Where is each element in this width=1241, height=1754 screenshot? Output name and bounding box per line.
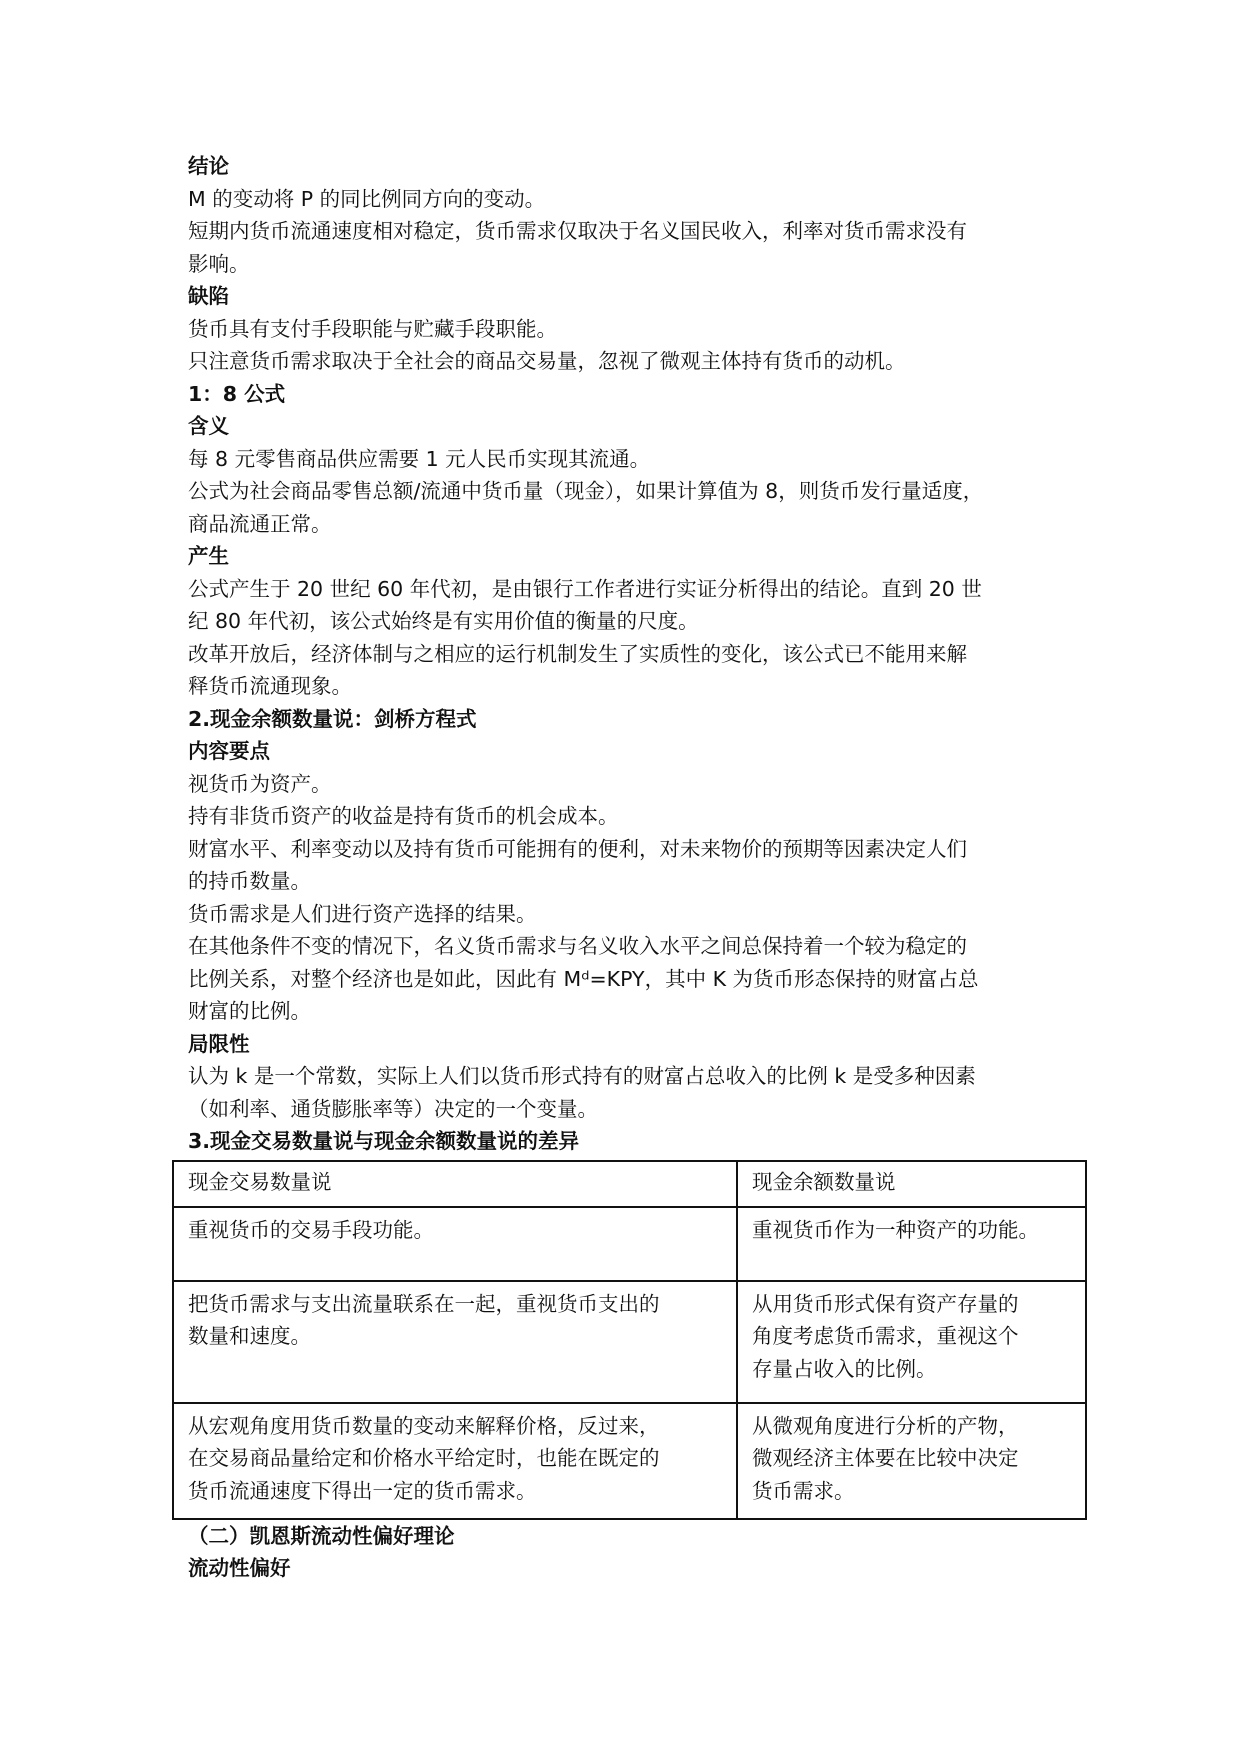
section-heading: 产生 [188,544,229,568]
section-heading: （二）凯恩斯流动性偏好理论 [188,1523,455,1548]
paragraph-line: 财富水平、利率变动以及持有货币可能拥有的便利，对未来物价的预期等因素决定人们 [188,836,967,861]
table-cell [173,1281,737,1403]
table-header-row [173,1161,1086,1207]
section-heading: 局限性 [188,1031,250,1056]
paragraph-line: 每 8 元零售商品供应需要 1 元人民币实现其流通。 [188,446,651,471]
cell-text-line: 从微观角度进行分析的产物， [752,1413,1019,1438]
paragraph-line: 货币需求是人们进行资产选择的结果。 [188,901,537,926]
paragraph-line: 公式为社会商品零售总额/流通中货币量（现金），如果计算值为 8，则货币发行量适度， [188,479,984,503]
cell-text-line: 从宏观角度用货币数量的变动来解释价格，反过来， [188,1413,660,1438]
paragraph-line: 的持币数量。 [188,869,311,893]
cell-text-line: 存量占收入的比例。 [752,1356,937,1381]
paragraph-line: 纪 80 年代初，该公式始终是有实用价值的衡量的尺度。 [188,609,699,633]
paragraph-line: 释货币流通现象。 [188,674,352,698]
section-heading: 内容要点 [188,739,270,763]
paragraph-line: 只注意货币需求取决于全社会的商品交易量，忽视了微观主体持有货币的动机。 [188,349,906,373]
paragraph-line: 视货币为资产。 [188,771,332,796]
paragraph-line: 认为 k 是一个常数，实际上人们以货币形式持有的财富占总收入的比例 k 是受多种因素 [188,1064,976,1088]
table-row [173,1281,1086,1403]
comparison-table [172,1160,1087,1520]
section-heading: 3.现金交易数量说与现金余额数量说的差异 [188,1129,580,1153]
table-cell [737,1207,1086,1281]
cell-text-line: 数量和速度。 [188,1324,311,1348]
section-heading: 结论 [188,154,229,178]
cell-text-line: 从用货币形式保有资产存量的 [752,1291,1019,1316]
paragraph-line: 公式产生于 20 世纪 60 年代初，是由银行工作者进行实证分析得出的结论。直到 20 世 [188,576,982,601]
paragraph-line: 改革开放后，经济体制与之相应的运行机制发生了实质性的变化，该公式已不能用来解 [188,641,967,666]
table-cell [173,1403,737,1519]
paragraph-line: 比例关系，对整个经济也是如此，因此有 Mᵈ=KPY，其中 K 为货币形态保持的财富占总 [188,966,979,991]
paragraph-line: 在其他条件不变的情况下，名义货币需求与名义收入水平之间总保持着一个较为稳定的 [188,934,967,958]
section-heading: 流动性偏好 [188,1556,291,1580]
paragraph-line: 影响。 [188,251,250,276]
table-header-cell: 现金余额数量说 [737,1161,1086,1207]
table-cell [737,1281,1086,1403]
document-page [188,150,1068,1585]
table-cell [173,1207,737,1281]
cell-text-line: 重视货币作为一种资产的功能。 [752,1217,1039,1242]
paragraph-line: 财富的比例。 [188,999,311,1023]
table-header-cell: 现金交易数量说 [173,1161,737,1207]
cell-text-line: 货币流通速度下得出一定的货币需求。 [188,1478,537,1503]
table-row [173,1403,1086,1519]
paragraph-line: M 的变动将 P 的同比例同方向的变动。 [188,186,546,211]
cell-text-line: 货币需求。 [752,1478,855,1503]
paragraph-line: 短期内货币流通速度相对稳定，货币需求仅取决于名义国民收入，利率对货币需求没有 [188,219,967,243]
paragraph-line: 商品流通正常。 [188,511,332,536]
cell-text-line: 角度考虑货币需求，重视这个 [752,1324,1019,1348]
section-heading: 缺陷 [188,284,229,308]
table-cell [737,1403,1086,1519]
paragraph-line: 持有非货币资产的收益是持有货币的机会成本。 [188,804,619,828]
section-heading: 含义 [188,414,229,438]
body-text-after-table [188,1520,1068,1585]
paragraph-line: （如利率、通货膨胀率等）决定的一个变量。 [188,1096,598,1121]
cell-text-line: 微观经济主体要在比较中决定 [752,1446,1019,1470]
section-heading: 1：8 公式 [188,381,286,406]
cell-text-line: 把货币需求与支出流量联系在一起，重视货币支出的 [188,1291,660,1316]
body-text-before-table [188,150,1068,1158]
cell-text-line: 重视货币的交易手段功能。 [188,1217,434,1242]
cell-text-line: 在交易商品量给定和价格水平给定时，也能在既定的 [188,1446,660,1470]
section-heading: 2.现金余额数量说：剑桥方程式 [188,706,477,731]
paragraph-line: 货币具有支付手段职能与贮藏手段职能。 [188,316,557,341]
table-row [173,1207,1086,1281]
